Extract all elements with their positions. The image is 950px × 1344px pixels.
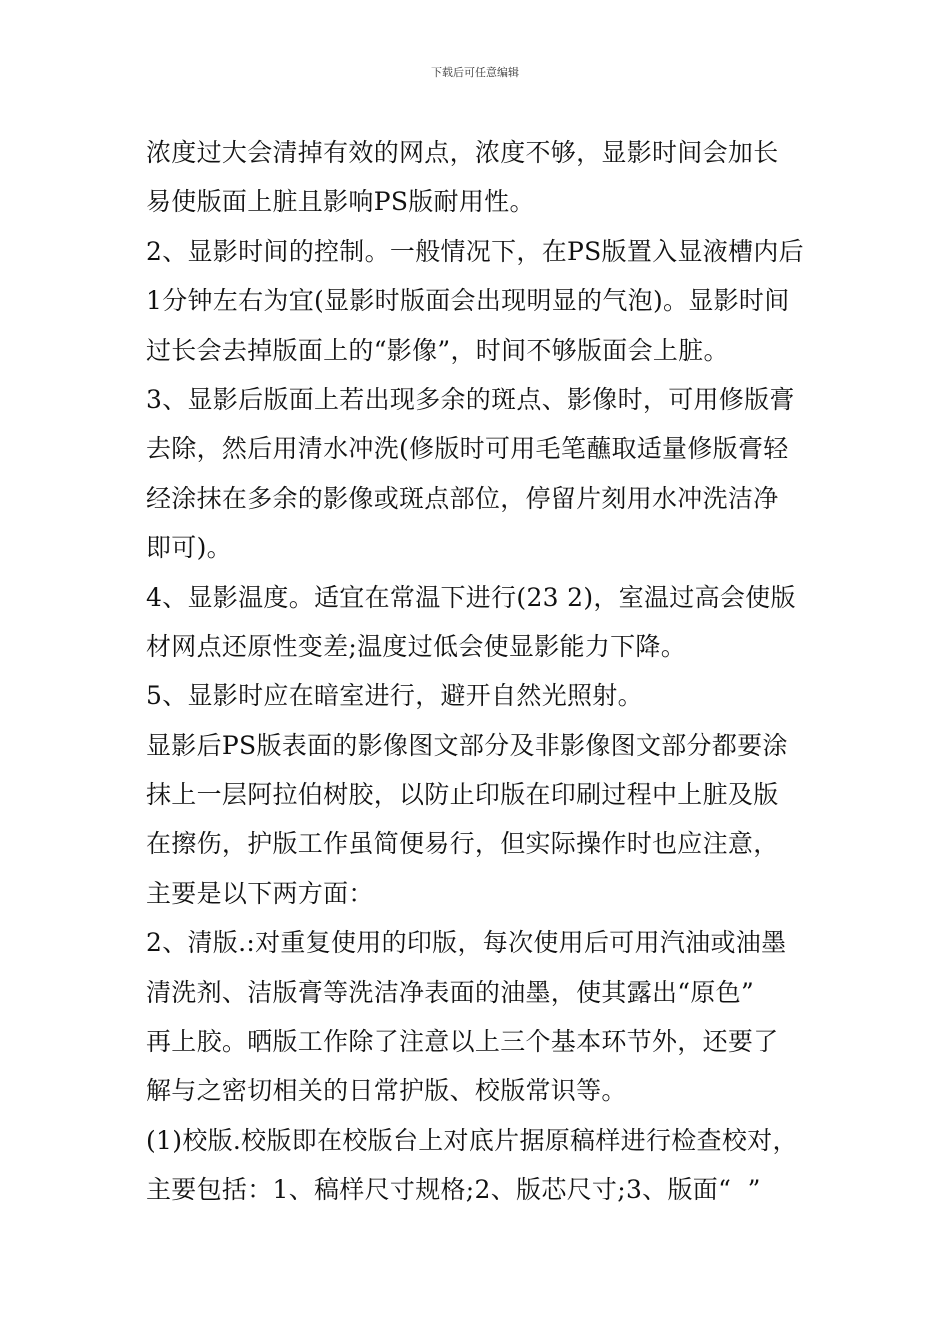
text-line: 4、显影温度。适宜在常温下进行(23 2)，室温过高会使版 <box>146 582 796 612</box>
page-header: 下载后可任意编辑 <box>431 66 519 79</box>
text-line: 浓度过大会清掉有效的网点，浓度不够，显影时间会加长 <box>146 138 779 167</box>
text-line: 解与之密切相关的日常护版、校版常识等。 <box>146 1076 627 1106</box>
text-line: 显影后PS版表面的影像图文部分及非影像图文部分都要涂 <box>146 730 788 760</box>
text-line: 抹上一层阿拉伯树胶，以防止印版在印刷过程中上脏及版 <box>146 780 779 810</box>
text-line: 过长会去掉版面上的“影像”，时间不够版面会上脏。 <box>146 335 729 365</box>
text-line: (1)校版.校版即在校版台上对底片据原稿样进行检查校对， <box>146 1125 798 1155</box>
text-line: 再上胶。晒版工作除了注意以上三个基本环节外，还要了 <box>146 1027 779 1057</box>
text-line: 1分钟左右为宜(显影时版面会出现明显的气泡)。显影时间 <box>146 286 790 316</box>
text-line: 去除，然后用清水冲洗(修版时可用毛笔蘸取适量修版膏轻 <box>146 434 789 464</box>
text-line: 材网点还原性变差;温度过低会使显影能力下降。 <box>146 631 687 661</box>
text-line: 在擦伤，护版工作虽简便易行，但实际操作时也应注意， <box>146 829 779 859</box>
text-line: 即可)。 <box>146 533 232 563</box>
text-line: 5、显影时应在暗室进行，避开自然光照射。 <box>146 681 643 711</box>
document-body <box>146 128 830 1215</box>
text-line: 3、显影后版面上若出现多余的斑点、影像时，可用修版膏 <box>146 384 795 414</box>
text-line: 易使版面上脏且影响PS版耐用性。 <box>146 187 535 217</box>
text-line: 经涂抹在多余的影像或斑点部位，停留片刻用水冲洗洁净 <box>146 483 779 513</box>
text-line: 主要包括：1、稿样尺寸规格;2、版芯尺寸;3、版面“ ” <box>146 1175 761 1205</box>
text-line: 2、清版.:对重复使用的印版，每次使用后可用汽油或油墨 <box>146 928 787 958</box>
text-line: 2、显影时间的控制。一般情况下，在PS版置入显液槽内后 <box>146 236 804 266</box>
text-line: 主要是以下两方面： <box>146 878 374 908</box>
text-line: 清洗剂、洁版膏等洗洁净表面的油墨，使其露出“原色” <box>146 977 755 1007</box>
